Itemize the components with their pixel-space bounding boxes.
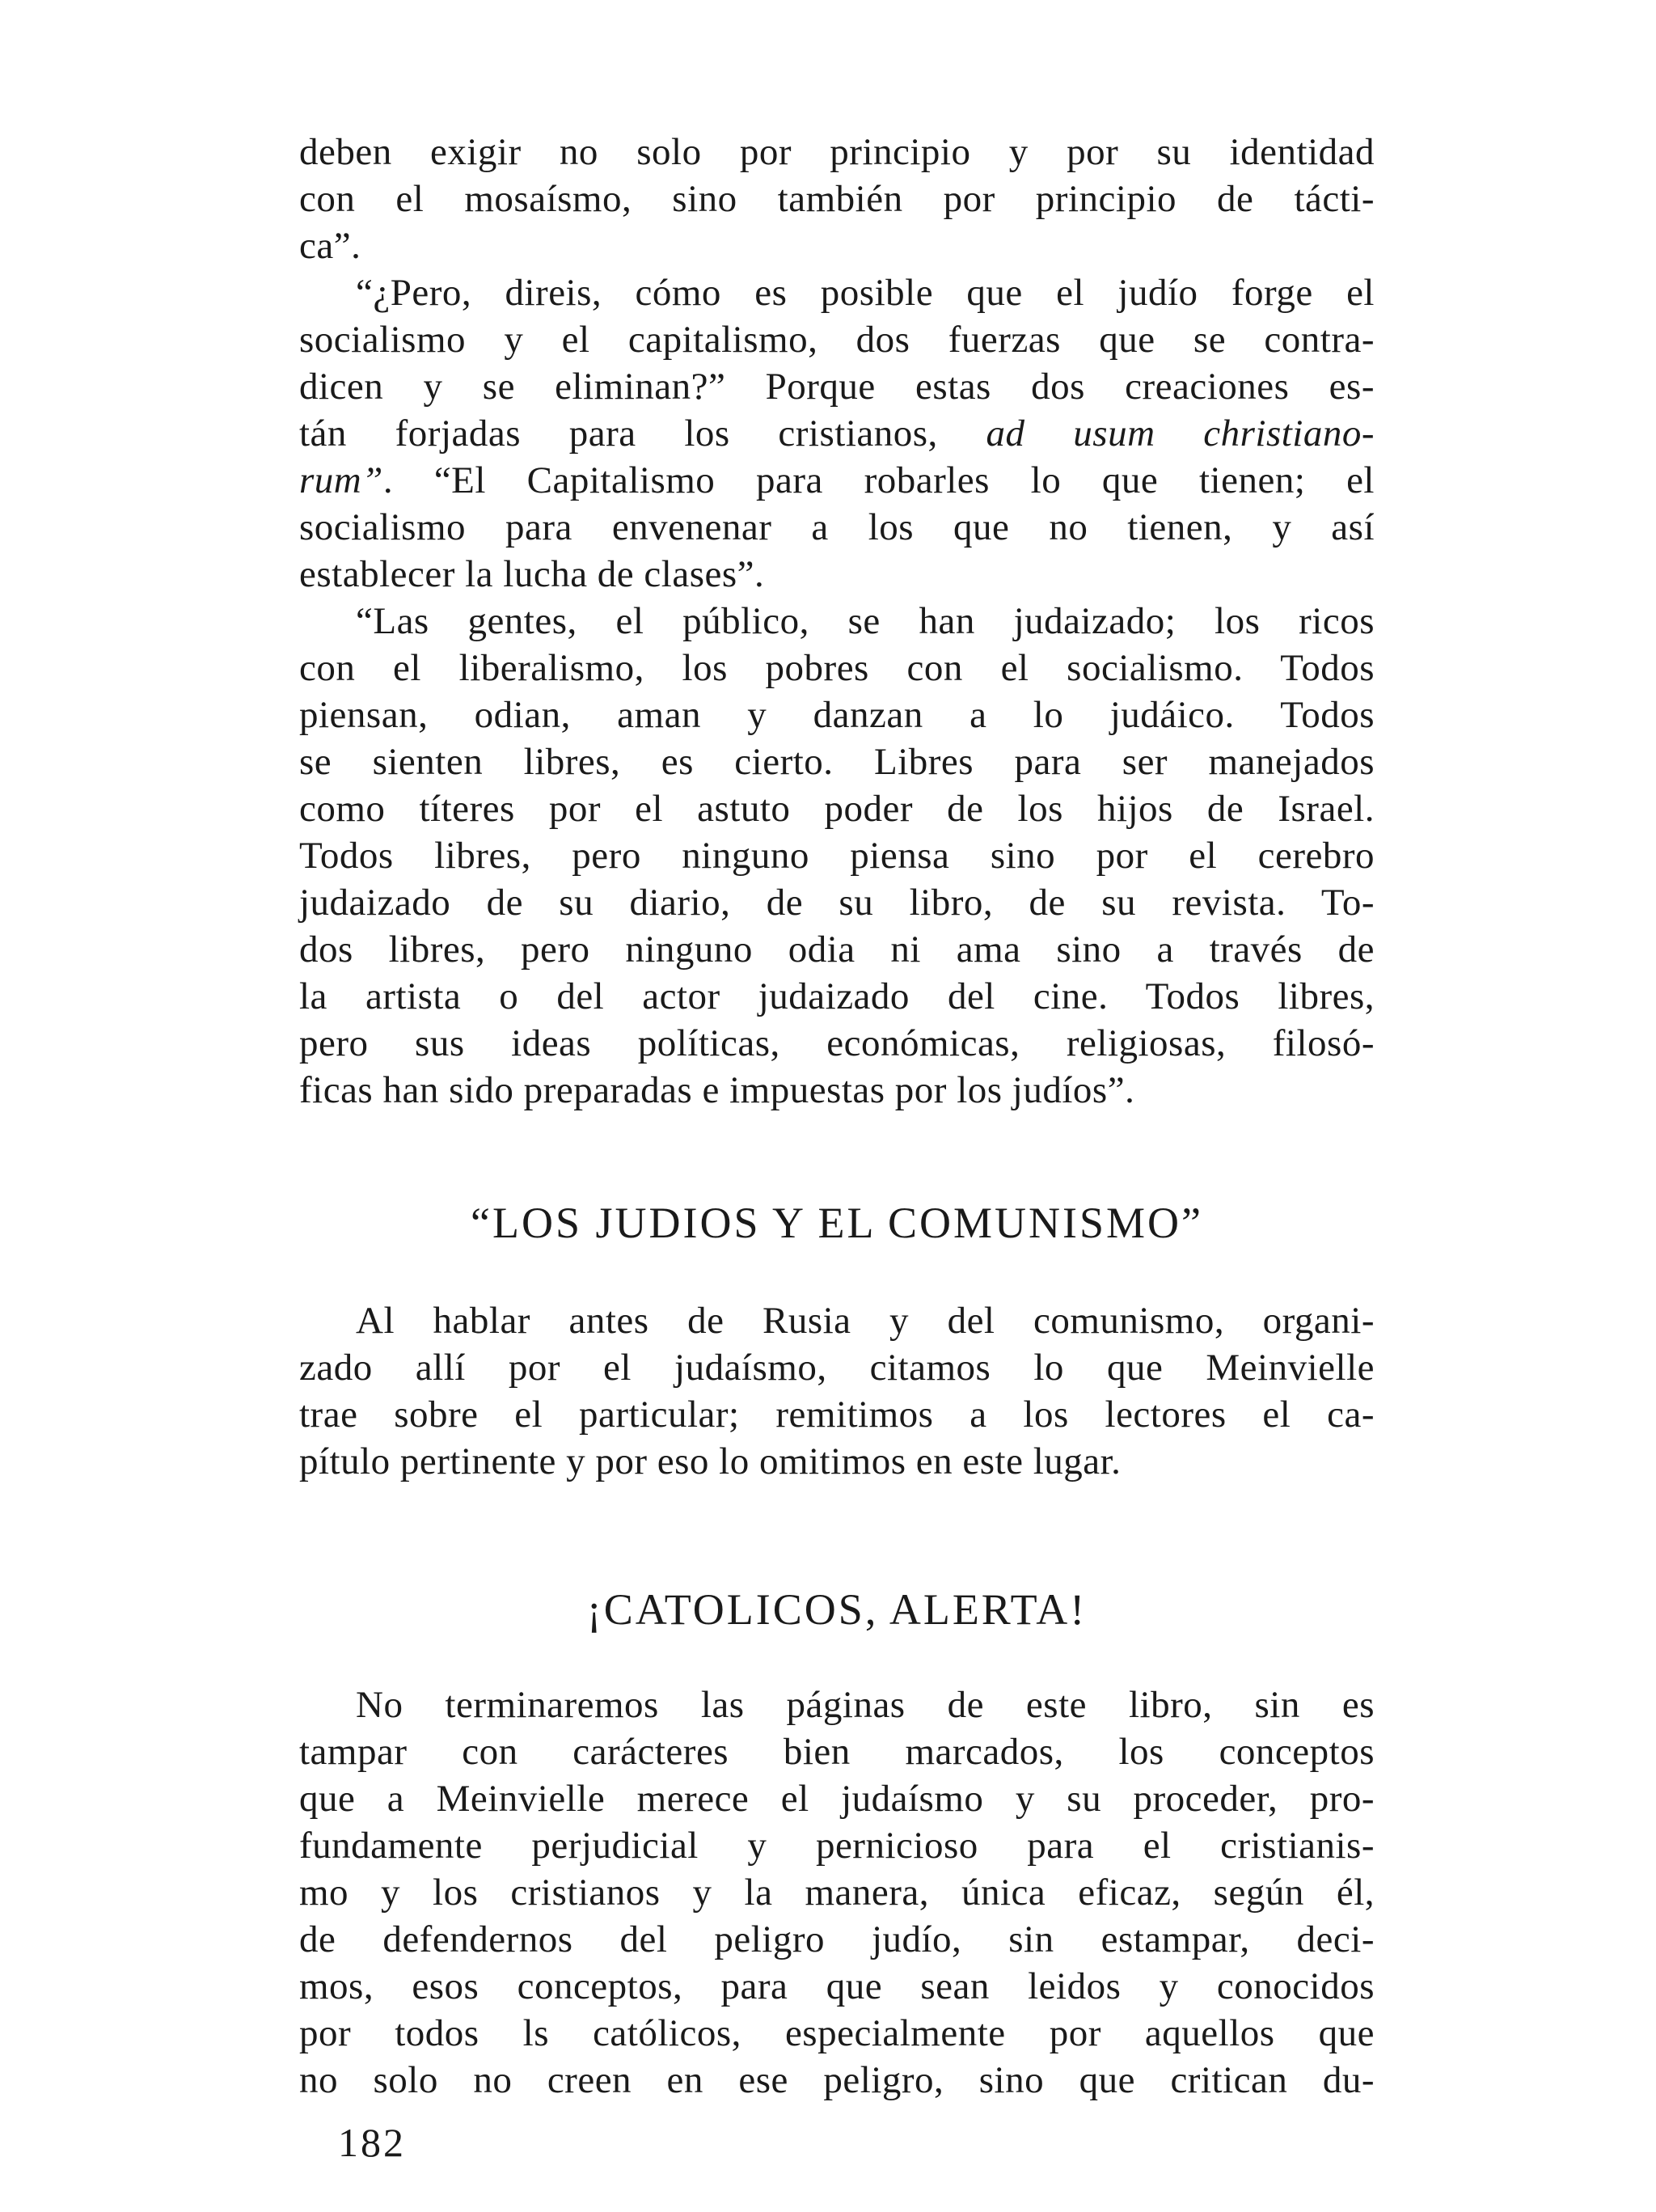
section-heading: “LOS JUDIOS Y EL COMUNISMO” — [471, 1199, 1203, 1247]
text-line: ca”. — [299, 225, 361, 267]
text-line: la artista o del actor judaizado del cine. Todos libres, — [299, 975, 1375, 1017]
text-line: con el liberalismo, los pobres con el socialismo. Todos — [299, 647, 1375, 689]
text-line: por todos ls católicos, especialmente por aquellos que — [299, 2012, 1375, 2054]
text-line: pítulo pertinente y por eso lo omitimos en este lugar. — [299, 1440, 1122, 1482]
section-heading: ¡CATOLICOS, ALERTA! — [586, 1585, 1088, 1634]
text-line: judaizado de su diario, de su libro, de su revista. To- — [299, 882, 1375, 924]
text-line: mo y los cristianos y la manera, única eficaz, según él, — [299, 1872, 1375, 1914]
text-line: como títeres por el astuto poder de los hijos de Israel. — [299, 788, 1375, 830]
latin-phrase: ad usum christiano- — [986, 412, 1375, 455]
text-line: trae sobre el particular; remitimos a los lectores el ca- — [299, 1394, 1375, 1436]
text-line: fundamente perjudicial y pernicioso para el cristianis- — [299, 1825, 1375, 1867]
text-line: pero sus ideas políticas, económicas, religiosas, filosó- — [299, 1022, 1375, 1064]
text-line — [299, 411, 1375, 456]
latin-phrase: rum” — [299, 459, 383, 501]
text-line: de defendernos del peligro judío, sin estampar, deci- — [299, 1918, 1375, 1960]
text-segment: . “El Capitalismo para robarles lo que tienen; el — [382, 459, 1375, 501]
text-line: socialismo para envenenar a los que no tienen, y así — [299, 506, 1375, 548]
text-line: mos, esos conceptos, para que sean leidos y conocidos — [299, 1965, 1375, 2007]
text-line: zado allí por el judaísmo, citamos lo que Meinvielle — [299, 1347, 1375, 1389]
text-line: establecer la lucha de clases”. — [299, 553, 765, 595]
text-line: dos libres, pero ninguno odia ni ama sino a través de — [299, 928, 1375, 971]
text-line: tampar con carácteres bien marcados, los conceptos — [299, 1731, 1375, 1773]
text-line: dicen y se eliminan?” Porque estas dos creaciones es- — [299, 366, 1375, 408]
text-line: No terminaremos las páginas de este libro, sin es — [356, 1684, 1375, 1726]
text-line: piensan, odian, aman y danzan a lo judáico. Todos — [299, 694, 1375, 736]
text-line — [299, 458, 1375, 503]
text-line: “¿Pero, direis, cómo es posible que el judío forge el — [356, 272, 1375, 314]
text-line: socialismo y el capitalismo, dos fuerzas que se contra- — [299, 319, 1375, 361]
text-line: se sienten libres, es cierto. Libres para ser manejados — [299, 741, 1375, 783]
text-line: no solo no creen en ese peligro, sino que critican du- — [299, 2059, 1375, 2101]
page-number: 182 — [338, 2120, 406, 2165]
text-line: ficas han sido preparadas e impuestas por los judíos”. — [299, 1069, 1135, 1111]
text-line: con el mosaísmo, sino también por principio de tácti- — [299, 178, 1375, 220]
text-segment: tán forjadas para los cristianos, — [299, 412, 938, 455]
text-line: “Las gentes, el público, se han judaizado; los ricos — [356, 600, 1375, 642]
text-line: deben exigir no solo por principio y por su identidad — [299, 131, 1375, 173]
text-line: que a Meinvielle merece el judaísmo y su proceder, pro- — [299, 1778, 1375, 1820]
text-line: Al hablar antes de Rusia y del comunismo, organi- — [356, 1300, 1375, 1342]
text-line: Todos libres, pero ninguno piensa sino por el cerebro — [299, 835, 1375, 877]
